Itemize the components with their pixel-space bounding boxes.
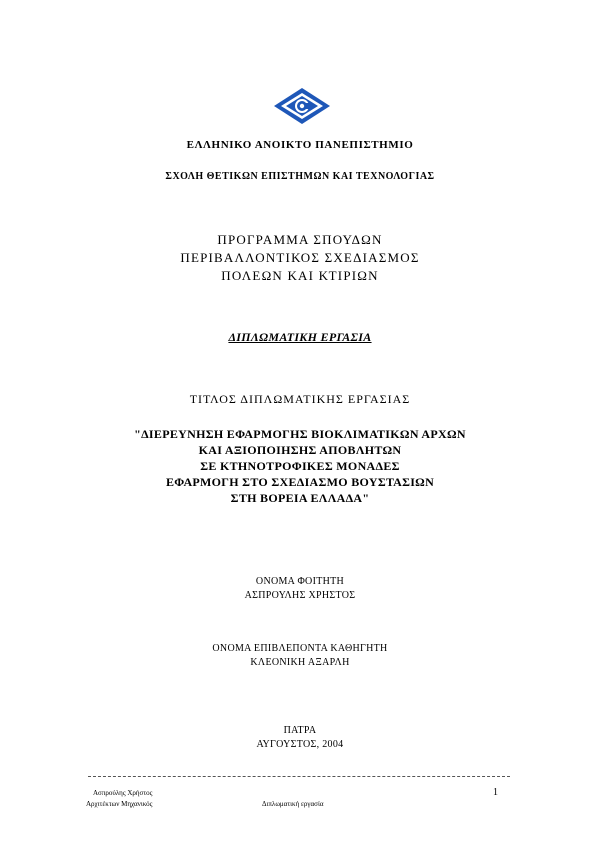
thesis-title-line: ΣΕ ΚΤΗΝΟΤΡΟΦΙΚΕΣ ΜΟΝΑΔΕΣ: [200, 459, 400, 473]
date: ΑΥΓΟΥΣΤΟΣ, 2004: [256, 739, 344, 750]
thesis-title-label: ΤΙΤΛΟΣ ΔΙΠΛΩΜΑΤΙΚΗΣ ΕΡΓΑΣΙΑΣ: [189, 392, 411, 406]
footer-author: Ασπρούλης Χρήστος: [93, 789, 153, 797]
thesis-title-line: ΣΤΗ ΒΟΡΕΙΑ ΕΛΛΑΔΑ": [230, 491, 370, 505]
program-line: ΠΕΡΙΒΑΛΛΟΝΤΙΚΟΣ ΣΧΕΔΙΑΣΜΟΣ: [180, 250, 420, 265]
student-name: ΑΣΠΡΟΥΛΗΣ ΧΡΗΣΤΟΣ: [244, 590, 356, 601]
supervisor-label: ΟΝΟΜΑ ΕΠΙΒΛΕΠΟΝΤΑ ΚΑΘΗΓΗΤΗ: [212, 643, 388, 654]
thesis-title-line: ΕΦΑΡΜΟΓΗ ΣΤΟ ΣΧΕΔΙΑΣΜΟ ΒΟΥΣΤΑΣΙΩΝ: [165, 475, 435, 489]
school-name: ΣΧΟΛΗ ΘΕΤΙΚΩΝ ΕΠΙΣΤΗΜΩΝ ΚΑΙ ΤΕΧΝΟΛΟΓΙΑΣ: [165, 171, 435, 182]
student-label: ΟΝΟΜΑ ΦΟΙΤΗΤΗ: [255, 576, 345, 587]
page-number: 1: [493, 787, 498, 798]
thesis-title-line: "ΔΙΕΡΕΥΝΗΣΗ ΕΦΑΡΜΟΓΗΣ ΒΙΟΚΛΙΜΑΤΙΚΩΝ ΑΡΧΩΝ: [134, 427, 466, 441]
university-logo-icon: [274, 88, 330, 124]
thesis-title-line: ΚΑΙ ΑΞΙΟΠΟΙΗΣΗΣ ΑΠΟΒΛΗΤΩΝ: [198, 443, 402, 457]
footer-department: Αρχιτέκτων Μηχανικός: [86, 800, 153, 808]
supervisor-name: ΚΛΕΟΝΙΚΗ ΑΞΑΡΛΗ: [250, 657, 350, 668]
program-line: ΠΡΟΓΡΑΜΜΑ ΣΠΟΥΔΩΝ: [217, 232, 383, 247]
program-line: ΠΟΛΕΩΝ ΚΑΙ ΚΤΙΡΙΩΝ: [221, 268, 379, 283]
city: ΠΑΤΡΑ: [283, 725, 317, 736]
footer-document-type: Διπλωματική εργασία: [262, 800, 324, 808]
university-name: ΕΛΛΗΝΙΚΟ ΑΝΟΙΚΤΟ ΠΑΝΕΠΙΣΤΗΜΙΟ: [186, 139, 414, 151]
thesis-type-label: ΔΙΠΛΩΜΑΤΙΚΗ ΕΡΓΑΣΙΑ: [228, 330, 372, 344]
footer-divider: [88, 776, 510, 777]
